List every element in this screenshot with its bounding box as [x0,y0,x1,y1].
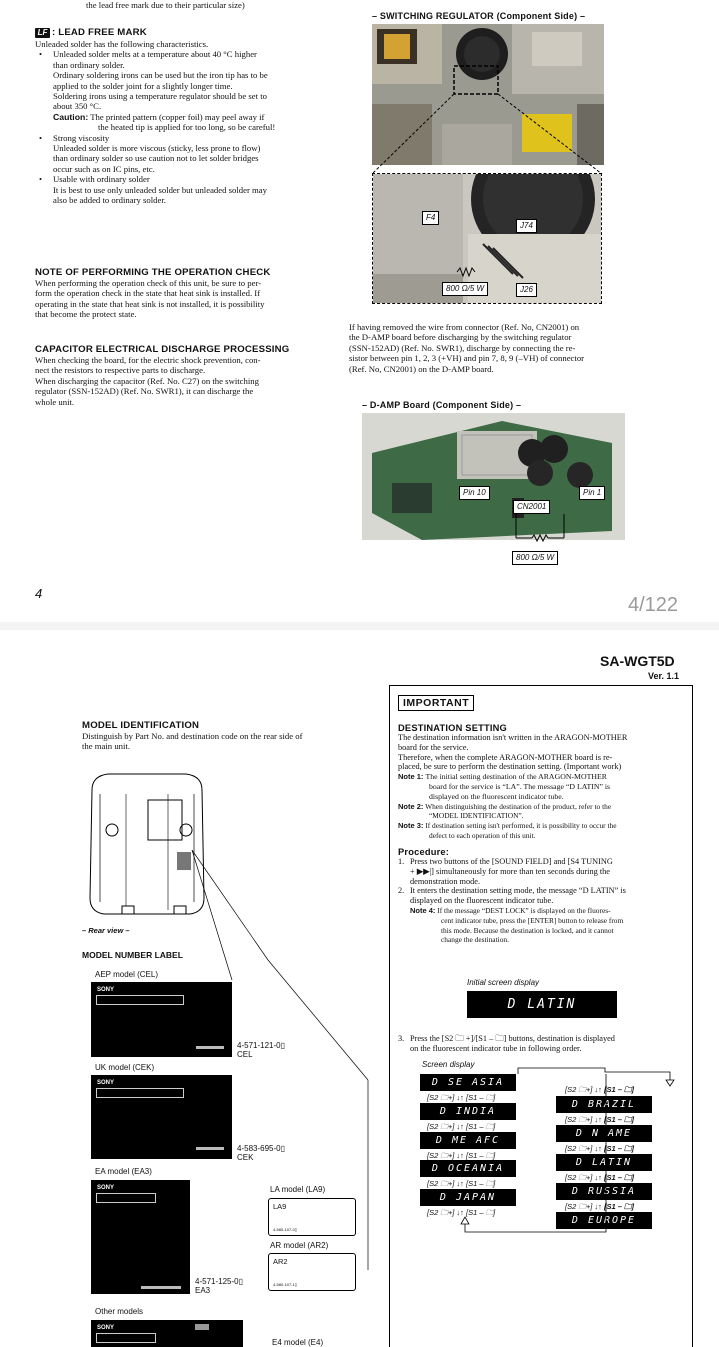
display-japan: D JAPAN [420,1189,516,1206]
aep-code: CEL [237,1050,253,1059]
text-line: board for the service is “LA”. The message “D LATIN” is [429,781,611,791]
text-line: than ordinary solder so use caution not to let solder bridges [53,153,259,164]
model-title: SA-WGT5D [600,653,675,669]
text-line: If having removed the wire from connector (Ref. No, CN2001) on [349,322,580,332]
text-line: nect the resistors to respective parts to discharge. [35,365,206,376]
nav-buttons: [S2 🗀+] ↓↑ [S1 – 🗀] [427,1208,496,1217]
label-field [96,1193,156,1203]
nav-buttons: [S2 🗀+] ↓↑ [S1 – 🗀] [565,1202,634,1211]
text-line: form the operation check in the state that heat sink is installed. If [35,288,261,299]
sony-logo: SONY [97,987,115,993]
page-number: 4 [35,586,43,601]
label-field [96,1088,184,1098]
nav-buttons: [S2 🗀+] ↓↑ [S1 – 🗀] [427,1179,496,1188]
text-line: occur such as on IC pins, etc. [53,163,155,174]
text-line: the heated tip is applied for too long, so be careful! [98,122,276,133]
text-line: demonstration mode. [410,876,481,886]
screen-caption: Screen display [422,1060,475,1069]
label-field [96,995,184,1005]
text-line: regulator (SSN-152AD) (Ref. No. SWR1), it can discharge the [35,386,254,397]
sony-logo: SONY [97,1185,115,1191]
pin10-label: Pin 10 [459,486,490,500]
zoom-connector-lines [372,64,604,176]
lead-free-section [35,27,325,206]
lead-free-bullet: • Usable with ordinary solder [35,174,325,184]
text-line: this mode. Because the destination is locked, and it cannot [441,925,614,935]
lead-free-intro: Unleaded solder has the following characteristics. [35,39,209,49]
wire-removed-text [349,322,694,374]
uk-label [91,1075,232,1159]
damp-board-photo [362,413,625,540]
text-line: (Ref. No, CN2001) on the D-AMP board. [349,363,494,374]
lead-free-icon: LF [35,28,50,38]
initial-caption: Initial screen display [467,978,540,987]
display-n-ame: D N AME [556,1125,652,1142]
important-title: IMPORTANT [398,695,474,711]
text-line: cent indicator tube, press the [ENTER] button to release from [441,915,624,925]
la-code: LA9 [273,1202,287,1211]
aep-part: 4-571-121-0▯ [237,1041,285,1050]
j26-label: J26 [516,283,537,297]
uk-title: UK model (CEK) [95,1063,155,1072]
destination-heading: DESTINATION SETTING [398,723,507,733]
manual-page-5 [0,630,719,1347]
resistor-label: 800 Ω/5 W [442,282,488,296]
text-line: Ordinary soldering irons can be used but the iron tip has to be [53,70,268,81]
text-line: than ordinary solder. [53,59,125,70]
text-line: that become the protect state. [35,309,137,320]
text-line: Therefore, when the complete ARAGON-MOTHER board is re- [398,752,613,762]
label-barcode [141,1286,181,1289]
ea-code: EA3 [195,1286,211,1295]
pin1-label: Pin 1 [579,486,605,500]
e4-title: E4 model (E4) [272,1338,324,1347]
capacitor-discharge-section [35,344,325,407]
switching-regulator-title: – SWITCHING REGULATOR (Component Side) – [372,11,586,21]
cn2001-label: CN2001 [513,500,550,514]
note-1: Note 1: The initial setting destination of the ARAGON-MOTHER [398,772,607,782]
destination-setting-section [398,723,690,841]
text-line: displayed on the fluorescent indicator tube. [410,896,554,906]
step-2: 2. It enters the destination setting mode, the message “D LATIN” is [398,886,626,896]
text-line: operating in the state that heat sink is not installed, it is possibility [35,298,265,309]
step-1: 1. Press two buttons of the [SOUND FIELD] and [S4 TUNING [398,857,613,866]
lead-free-bullet: • Unleaded solder melts at a temperature about 40 °C higher [35,49,325,59]
ea-title: EA model (EA3) [95,1167,152,1176]
resistor-symbol [510,512,570,552]
important-box [389,685,693,1347]
aep-title: AEP model (CEL) [95,970,158,979]
lead-free-bullet: • Strong viscosity [35,133,325,143]
la-label [268,1198,356,1236]
text-line: (SSN-152AD) (Ref. No. SWR1), discharge by connecting the re- [349,342,576,353]
display-europe: D EUROPE [556,1212,652,1229]
text-line: defect to each operation of this unit. [429,830,536,840]
text-line: Unleaded solder is more viscous (sticky, less prone to flow) [53,143,261,154]
text-line: displayed on the fluorescent indicator tube. [429,791,564,801]
step-3: 3. Press the [S2 🗀 +]/[S1 – 🗀] buttons, destination is displayed on the fluorescent indicator tube in following order. [398,1034,690,1054]
operation-check-section [35,267,325,320]
operation-check-heading: NOTE OF PERFORMING THE OPERATION CHECK [35,267,271,278]
text-line: board for the service. [398,742,469,752]
nav-buttons: [S2 🗀+] ↓↑ [S1 – 🗀] [427,1093,496,1102]
text-line: placed, be sure to perform the destination setting. (Important work) [398,762,622,772]
label-barcode [196,1147,224,1150]
text-line: also be added to ordinary solder. [53,195,166,206]
la-title: LA model (LA9) [270,1185,326,1194]
model-id-heading: MODEL IDENTIFICATION [82,720,200,731]
display-india: D INDIA [420,1103,516,1120]
text-line: Distinguish by Part No. and destination code on the rear side of [82,731,303,741]
la-part: 4-580-107-0▯ [273,1227,297,1232]
text-line: sistor between pin 1, 2, 3 (+VH) and pin 7, 8, 9 (–VH) of connector [349,353,585,364]
display-latin: D LATIN [556,1154,652,1171]
rear-view-caption: – Rear view – [82,926,130,935]
caution-line: Caution: The printed pattern (copper foil) may peel away if [53,111,265,122]
capacitor-discharge-heading: CAPACITOR ELECTRICAL DISCHARGE PROCESSING [35,344,290,355]
top-cut-text: the lead free mark due to their particular size) [86,0,245,10]
display-se-asia: D SE ASIA [420,1074,516,1091]
note-2: Note 2: When distinguishing the destination of the product, refer to the [398,801,612,811]
nav-buttons: [S2 🗀+] ↓↑ [S1 – 🗀] [565,1173,634,1182]
label-field [96,1333,156,1343]
nav-buttons: [S2 🗀+] ↓↑ [S1 – 🗀] [565,1115,634,1124]
text-line: It is best to use only unleaded solder but unleaded solder may [53,184,268,195]
page-counter: 4/122 [628,594,679,616]
display-oceania: D OCEANIA [420,1160,516,1177]
nav-buttons: [S2 🗀+] ↓↑ [S1 – 🗀] [427,1122,496,1131]
text-line: + ▶▶|] simultaneously for more than ten seconds during the [410,866,610,876]
text-line: on the fluorescent indicator tube in following order. [410,1043,582,1053]
other-label [91,1320,243,1347]
ea-part: 4-571-125-0▯ [195,1277,243,1286]
damp-resistor-label: 800 Ω/5 W [512,551,558,565]
nav-buttons: [S2 🗀+] ↓↑ [S1 – 🗀] [427,1151,496,1160]
text-line: When checking the board, for the electric shock prevention, con- [35,355,261,365]
text-line: whole unit. [35,396,75,407]
uk-part: 4-583-695-0▯ [237,1144,285,1153]
note-3: Note 3: If destination setting isn't performed, it is possibility to occur the [398,821,617,831]
text-line: change the destination. [441,935,509,945]
text-line: “MODEL IDENTIFICATION”. [429,811,524,821]
procedure-heading: Procedure: [398,847,450,857]
text-line: The destination information isn't written in the ARAGON-MOTHER [398,733,628,742]
other-title: Other models [95,1307,144,1316]
label-heading: MODEL NUMBER LABEL [82,950,183,960]
aep-label [91,982,232,1057]
ar-label [268,1253,356,1291]
text-line: When discharging the capacitor (Ref. No. C27) on the switching [35,375,259,386]
text-line: the main unit. [82,741,131,752]
nav-buttons: [S2 🗀+] ↓↑ [S1 – 🗀] [565,1144,634,1153]
display-me-afc: D ME AFC [420,1132,516,1149]
text-line: When performing the operation check of this unit, be sure to per- [35,278,262,288]
ar-title: AR model (AR2) [270,1241,329,1250]
text-line: about 350 °C. [53,101,102,112]
damp-board-title: – D-AMP Board (Component Side) – [362,400,522,410]
display-brazil: D BRAZIL [556,1096,652,1113]
ar-code: AR2 [273,1257,288,1266]
flow-arrows [460,1064,680,1244]
uk-code: CEK [237,1153,254,1162]
initial-display: D LATIN [467,991,617,1018]
f4-label: F4 [422,211,439,225]
j74-label: J74 [516,219,537,233]
sony-logo: SONY [97,1325,115,1331]
procedure-section [398,847,690,945]
ar-part: 4-580-107-1▯ [273,1282,297,1287]
lead-free-heading: : LEAD FREE MARK [52,27,147,38]
display-russia: D RUSSIA [556,1183,652,1200]
text-line: Soldering irons using a temperature regulator should be set to [53,91,268,102]
ea-label [91,1180,190,1294]
version-label: Ver. 1.1 [648,671,680,681]
sony-logo: SONY [97,1080,115,1086]
text-line: applied to the solder joint for a slightly longer time. [53,80,233,91]
label-mark [195,1324,209,1330]
nav-buttons: [S2 🗀+] ↓↑ [S1 – 🗀] [565,1085,634,1094]
manual-page-4 [0,0,719,622]
note-4: Note 4: If the message “DEST LOCK” is displayed on the fluores- [410,905,611,915]
model-id-section [82,720,377,752]
label-barcode [196,1046,224,1049]
text-line: the D-AMP board before discharging by the switching regulator [349,332,572,343]
